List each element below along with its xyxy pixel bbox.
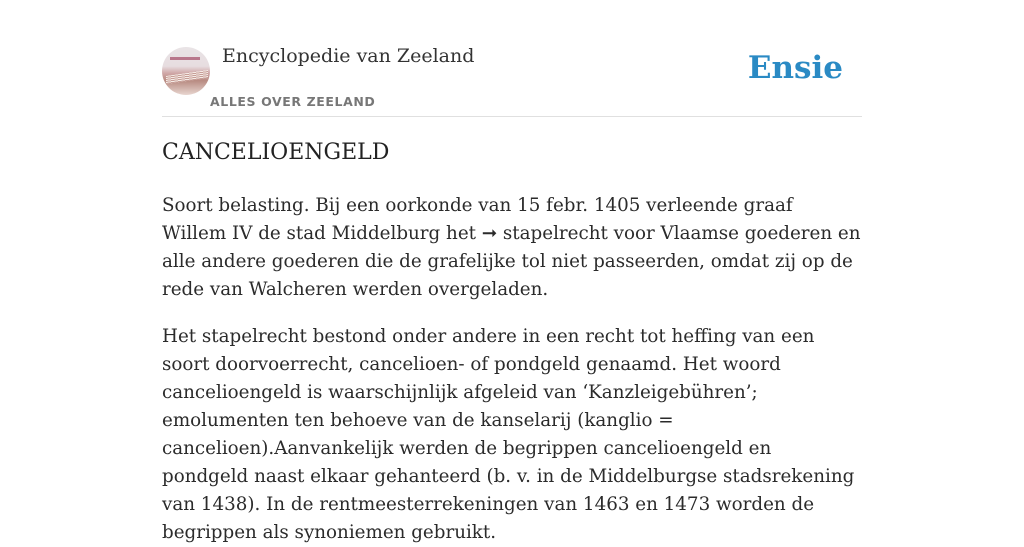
article-paragraph-1: Soort belasting. Bij een oorkonde van 15 febr. 1405 verleende graaf Willem IV de stad Middelburg het ➞ stapelrecht voor Vlaamse goederen en alle andere goederen die de grafelijke tol niet passeerden, omdat zij op de rede van Walcheren werden overgeladen. [162, 195, 861, 300]
book-avatar-icon[interactable] [162, 47, 210, 95]
site-title[interactable]: Encyclopedie van Zeeland [222, 45, 475, 67]
site-tagline: ALLES OVER ZEELAND [210, 94, 376, 109]
article-title: CANCELIOENGELD [162, 140, 390, 165]
page-container [162, 0, 862, 543]
site-header [162, 0, 862, 117]
ensie-logo-link[interactable]: Ensie [747, 50, 843, 86]
article-paragraph-2: Het stapelrecht bestond onder andere in een recht tot heffing van een soort doorvoerrecht, cancelioen- of pondgeld genaamd. Het woord cancelioengeld is waarschijnlijk afgeleid van ‘Kanzleigebühren’; emolumenten ten behoeve van de kanselarij (kanglio = cancelioen).Aanvankelijk werden de begrippen cancelioengeld en pondgeld naast elkaar gehanteerd (b. v. in de Middelburgse stadsrekening van 1438). In de rentmeesterrekeningen van 1463 en 1473 worden de begrippen als synoniemen gebruikt. [162, 326, 855, 543]
